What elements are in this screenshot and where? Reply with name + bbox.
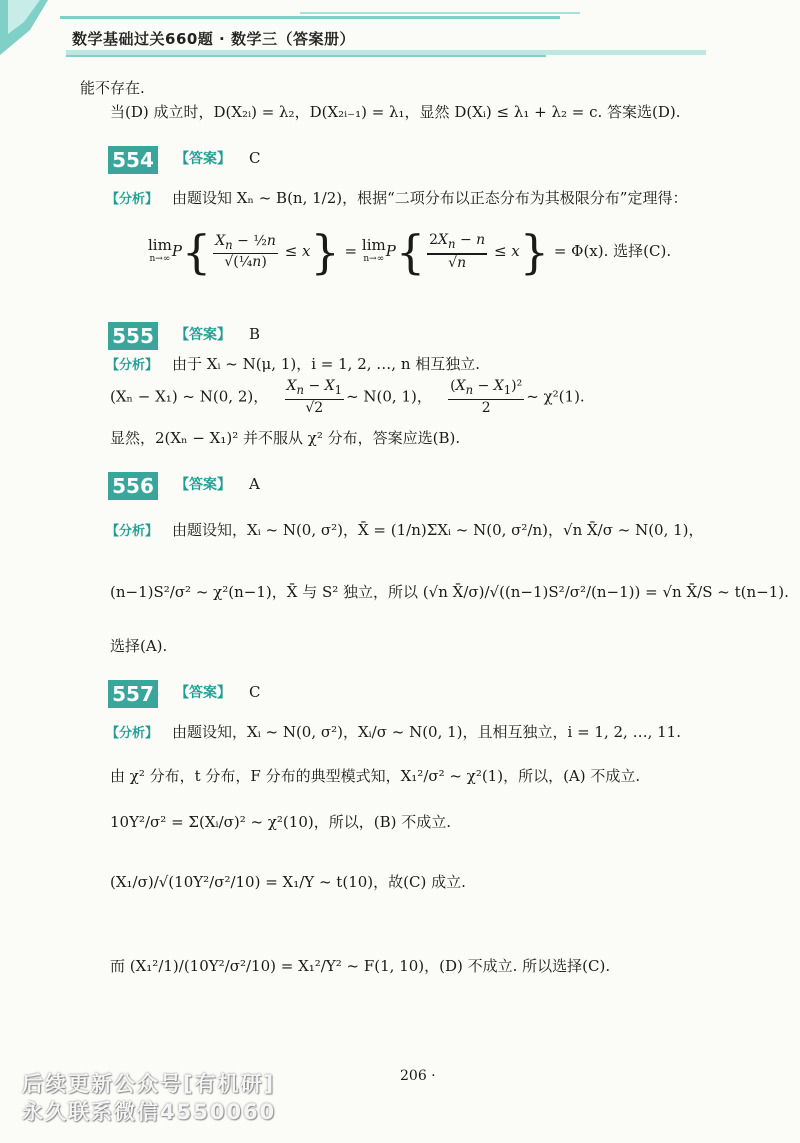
question-number-555: 555: [108, 322, 158, 350]
formula-554-result: = Φ(x). 选择(C).: [553, 242, 672, 260]
analysis-555-line-3: 显然，2(Xₙ − X₁)² 并不服从 χ² 分布，答案应选(B).: [110, 429, 461, 447]
analysis-556-line-2: (n−1)S²/σ² ~ χ²(n−1)，X̄ 与 S² 独立，所以 (√n X̄/σ)/√((n−1)S²/σ²/(n−1)) = √n X̄/S ~ t(n−1).: [110, 583, 789, 601]
answer-label: 【答案】: [175, 151, 231, 167]
analysis-text: 由题设知 Xₙ ~ B(n, 1/2)，根据“二项分布以正态分布为其极限分布”定理得：: [172, 189, 688, 207]
answer-555: 【答案】 B: [175, 325, 261, 343]
limit-operator: lim n→∞: [148, 236, 172, 264]
analysis-557-line-5: 而 (X₁²/1)/(10Y²/σ²/10) = X₁²/Y² ~ F(1, 10)，(D) 不成立. 所以选择(C).: [110, 957, 611, 975]
analysis-557-line-2: 由 χ² 分布，t 分布，F 分布的典型模式知，X₁²/σ² ~ χ²(1)，所以，(A) 不成立.: [110, 767, 641, 785]
question-number-554: 554: [108, 146, 158, 174]
answer-556: 【答案】 A: [175, 475, 260, 493]
answer-554: [175, 148, 260, 168]
watermark-line-1: 后续更新公众号[有机研]: [22, 1072, 276, 1096]
question-number-556: 556: [108, 472, 158, 500]
analysis-554-line-1: [106, 188, 687, 210]
analysis-label: 【分析】: [106, 192, 159, 207]
page-number: 206 ·: [400, 1068, 436, 1084]
intro-line-1: 能不存在.: [80, 79, 145, 97]
analysis-557-line-1: 【分析】 由题设知，Xᵢ ~ N(0, σ²)，Xᵢ/σ ~ N(0, 1)，且相互独立，i = 1, 2, …, 11.: [106, 723, 681, 741]
question-number-557: 557: [108, 680, 158, 708]
header-title: 数学基础过关660题 · 数学三（答案册）: [72, 30, 355, 48]
analysis-557-line-4: (X₁/σ)/√(10Y²/σ²/10) = X₁/Y ~ t(10)，故(C) 成立.: [110, 873, 466, 891]
intro-line-2: 当(D) 成立时，D(X₂ᵢ) = λ₂，D(X₂ᵢ₋₁) = λ₁，显然 D(Xᵢ) ≤ λ₁ + λ₂ = c. 答案选(D).: [110, 103, 681, 121]
analysis-557-line-3: 10Y²/σ² = Σ(Xᵢ/σ)² ~ χ²(10)，所以，(B) 不成立.: [110, 813, 451, 831]
analysis-555-line-2: (Xₙ − X₁) ~ N(0, 2)， $\frac{X_n - X_1}{√2}$ ~ N(0, 1)， $\frac{(X_n - X_1)^2}{2}$ ~ χ²(1).: [110, 378, 585, 416]
watermark-line-2: 永久联系微信4550060: [22, 1100, 277, 1124]
answer-value: C: [249, 149, 261, 167]
analysis-556-line-1: 【分析】 由题设知，Xᵢ ~ N(0, σ²)，X̄ = (1/n)ΣXᵢ ~ N(0, σ²/n)，√n X̄/σ ~ N(0, 1)，: [106, 521, 704, 539]
analysis-556-line-3: 选择(A).: [110, 637, 168, 655]
analysis-555-line-1: 【分析】 由于 Xᵢ ~ N(μ, 1)，i = 1, 2, …, n 相互独立.: [106, 355, 481, 373]
formula-554: lim n→∞ P{ $\frac{X_n - \frac{1}{2}n}{\text{√(¼n)}}$ ≤ x} = lim n→∞ P{ $\frac{2X_n - n}{√n}$ ≤ x} = Φ(x). 选择(C).: [148, 225, 672, 279]
answer-557: 【答案】 C: [175, 683, 261, 701]
